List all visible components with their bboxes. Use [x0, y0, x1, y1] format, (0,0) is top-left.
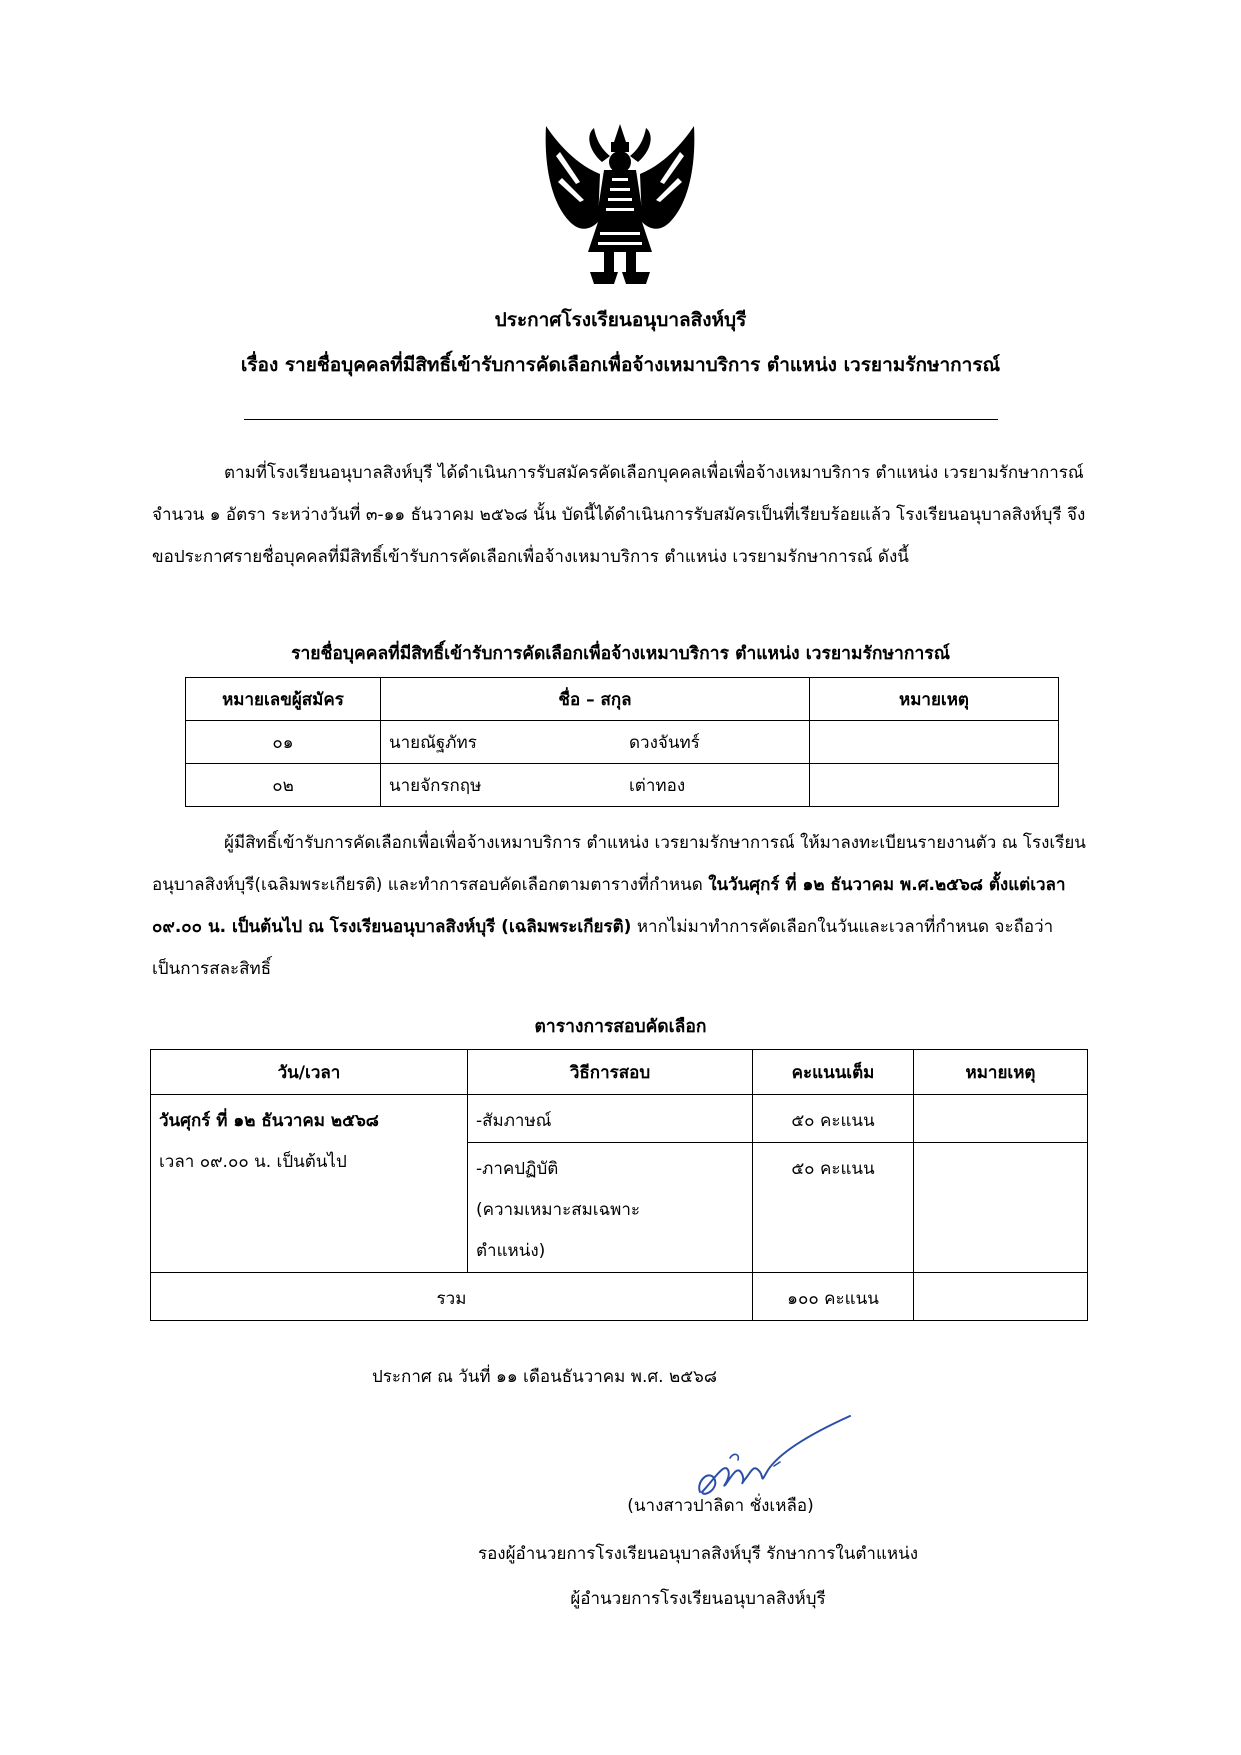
schedule-table-title: ตารางการสอบคัดเลือก	[534, 1017, 707, 1037]
exam-datetime	[151, 1095, 468, 1273]
column-header: ชื่อ – สกุล	[381, 678, 810, 721]
candidate-note	[810, 721, 1059, 764]
registration-paragraph	[152, 822, 1087, 990]
column-header: วัน/เวลา	[151, 1050, 468, 1095]
candidate-number: ๐๒	[186, 764, 381, 807]
registration-text: ผู้มีสิทธิ์เข้ารับการคัดเลือกเพื่อเพื่อจ้างเหมาบริการ ตำแหน่ง เวรยามรักษาการณ์ ให้มาลงทะเบียนรายงานตัว ณ โรงเรียนอนุบาลสิงห์บุรี(เฉลิมพระเกียรติ) และทำการสอบคัดเลือกตามตารางที่กำหนด	[152, 833, 1086, 895]
candidates-table-title: รายชื่อบุคคลที่มีสิทธิ์เข้ารับการคัดเลือกเพื่อจ้างเหมาบริการ ตำแหน่ง เวรยามรักษาการณ์	[291, 644, 950, 664]
garuda-emblem	[540, 122, 700, 292]
divider	[244, 419, 998, 420]
handwritten-signature	[690, 1412, 855, 1502]
method-line: ตำแหน่ง)	[476, 1241, 546, 1261]
exam-date-emphasis: ในวันศุกร์ ที่ ๑๒ ธันวาคม พ.ศ.๒๕๖๘ ตั้งแต่เวลา ๐๙.๐๐ น. เป็นต้นไป ณ โรงเรียนอนุบาลสิงห์บุรี (เฉลิมพระเกียรติ)	[152, 875, 1066, 937]
exam-time: เวลา ๐๙.๐๐ น. เป็นต้นไป	[159, 1152, 347, 1172]
exam-note	[914, 1095, 1088, 1143]
column-header: คะแนนเต็ม	[753, 1050, 914, 1095]
signer-position: รองผู้อำนวยการโรงเรียนอนุบาลสิงห์บุรี รักษาการในตำแหน่ง	[477, 1544, 919, 1564]
schedule-table	[150, 1049, 1088, 1321]
intro-paragraph: ตามที่โรงเรียนอนุบาลสิงห์บุรี ได้ดำเนินการรับสมัครคัดเลือกบุคคลเพื่อเพื่อจ้างเหมาบริการ ตำแหน่ง เวรยามรักษาการณ์ จำนวน ๑ อัตรา ระหว่างวันที่ ๓-๑๑ ธันวาคม ๒๕๖๘ นั้น บัดนี้ได้ดำเนินการรับสมัครเป็นที่เรียบร้อยแล้ว โรงเรียนอนุบาลสิงห์บุรี จึงขอประกาศรายชื่อบุคคลที่มีสิทธิ์เข้ารับการคัดเลือกเพื่อจ้างเหมาบริการ ตำแหน่ง เวรยามรักษาการณ์ ดังนี้	[152, 463, 1086, 567]
table-row	[186, 721, 1059, 764]
candidate-number: ๐๑	[186, 721, 381, 764]
signer-acting-position: ผู้อำนวยการโรงเรียนอนุบาลสิงห์บุรี	[570, 1589, 826, 1609]
candidates-table	[185, 677, 1059, 807]
column-header: หมายเลขผู้สมัคร	[186, 678, 381, 721]
column-header: หมายเหตุ	[810, 678, 1059, 721]
candidate-last-name: ดวงจันทร์	[629, 732, 700, 753]
exam-score: ๕๐ คะแนน	[753, 1095, 914, 1143]
forfeit-text: หากไม่มาทำการคัดเลือกในวันและเวลาที่กำหนด จะถือว่าเป็นการสละสิทธิ์	[152, 917, 1054, 979]
candidate-note	[810, 764, 1059, 807]
total-label: รวม	[151, 1273, 753, 1321]
method-line: (ความเหมาะสมเฉพาะ	[476, 1200, 641, 1220]
table-header-row	[186, 678, 1059, 721]
announcement-subject: เรื่อง รายชื่อบุคคลที่มีสิทธิ์เข้ารับการคัดเลือกเพื่อจ้างเหมาบริการ ตำแหน่ง เวรยามรักษาการณ์	[240, 354, 1001, 376]
candidate-first-name: นายจักรกฤษ	[389, 775, 482, 796]
signer-name: (นางสาวปาลิดา ชั่งเหลือ)	[627, 1496, 814, 1516]
exam-date: วันศุกร์ ที่ ๑๒ ธันวาคม ๒๕๖๘	[159, 1111, 379, 1131]
exam-note	[914, 1143, 1088, 1273]
column-header: วิธีการสอบ	[468, 1050, 753, 1095]
candidate-last-name: เต่าทอง	[629, 775, 686, 796]
announcement-title: ประกาศโรงเรียนอนุบาลสิงห์บุรี	[494, 309, 747, 331]
candidate-name	[381, 721, 810, 764]
candidate-first-name: นายณัฐภัทร	[389, 732, 477, 753]
exam-method: -สัมภาษณ์	[468, 1095, 753, 1143]
table-header-row	[151, 1050, 1088, 1095]
table-row	[151, 1095, 1088, 1143]
announcement-date: ประกาศ ณ วันที่ ๑๑ เดือนธันวาคม พ.ศ. ๒๕๖๘	[372, 1367, 717, 1387]
candidate-name	[381, 764, 810, 807]
table-total-row	[151, 1273, 1088, 1321]
column-header: หมายเหตุ	[914, 1050, 1088, 1095]
exam-method	[468, 1143, 753, 1273]
total-score: ๑๐๐ คะแนน	[753, 1273, 914, 1321]
method-line: -ภาคปฏิบัติ	[476, 1159, 559, 1179]
exam-score: ๕๐ คะแนน	[753, 1143, 914, 1273]
table-row	[186, 764, 1059, 807]
total-note	[914, 1273, 1088, 1321]
